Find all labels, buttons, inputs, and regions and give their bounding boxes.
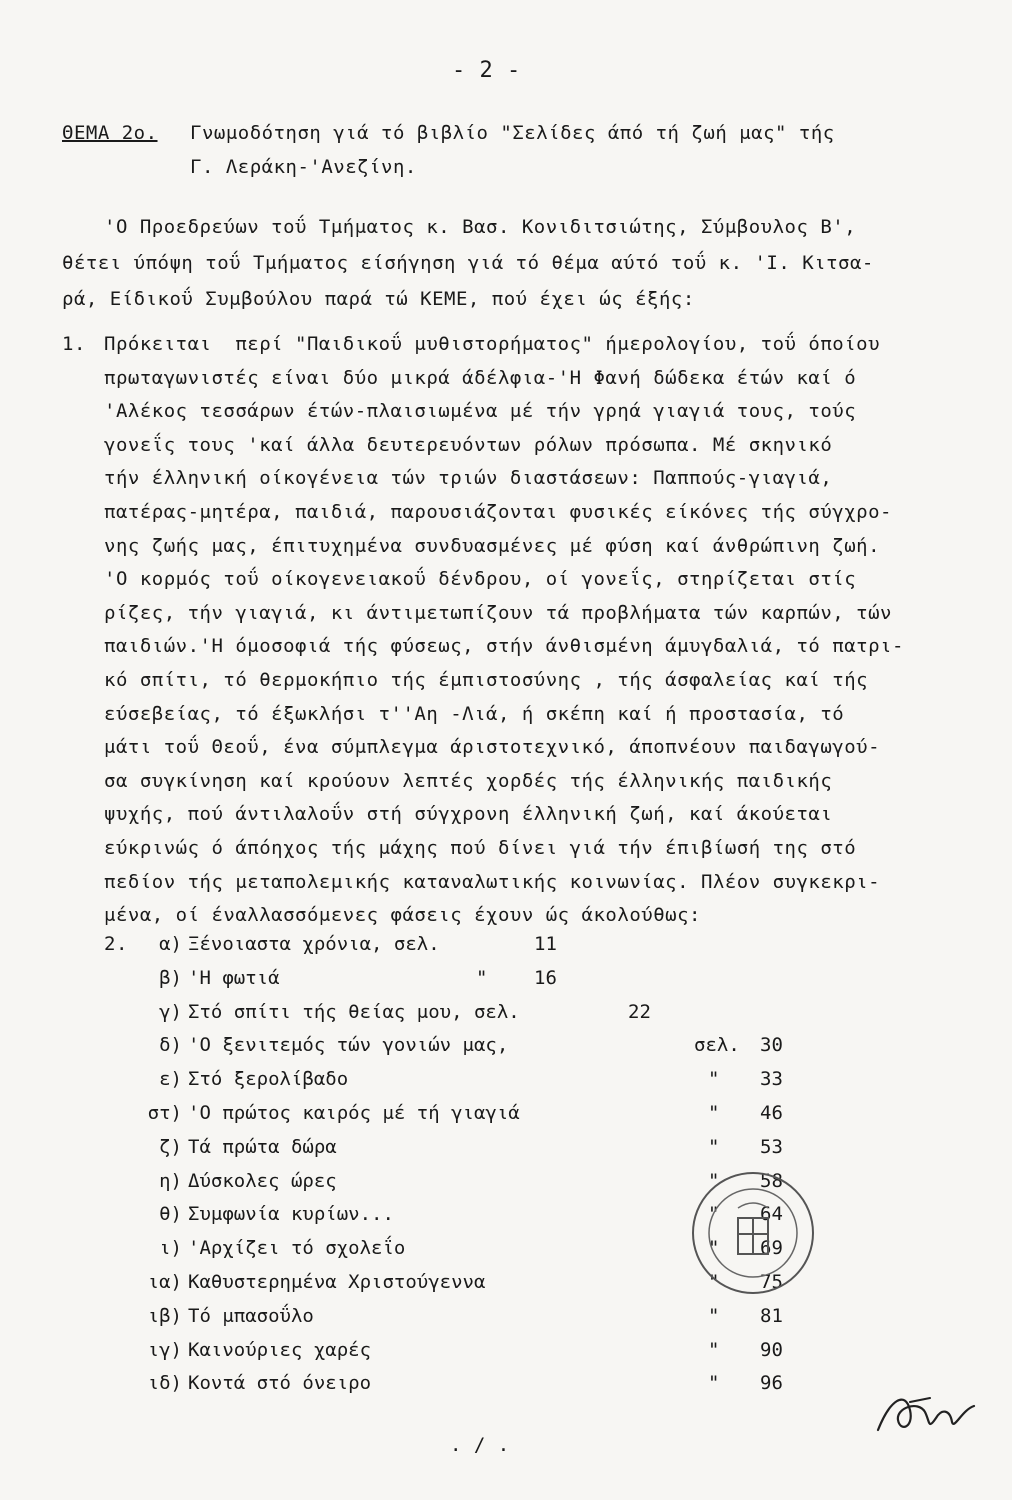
section-1-line: 'Ο κορμός τοΰ οίκογενειακοΰ δένδρου, οί γονεΐς, στηρίζεται στίς [104, 568, 857, 591]
chapter-page-number: 58 [760, 1169, 783, 1192]
chapter-page-number: 30 [760, 1034, 783, 1057]
chapter-letter: α) [159, 933, 182, 955]
intro-line: 'Ο Προεδρεύων τοΰ Τμήματος κ. Βασ. Κονιδιτσιώτης, Σύμβουλος Β', [104, 216, 857, 238]
section-1-line: Πρόκειται περί "Παιδικοΰ μυθιστορήματος" ήμερολογίου, τοΰ όποίου [104, 333, 881, 355]
section-1-line: τήν έλληνική οίκογένεια τών τριών διαστάσεων: Παππούς-γιαγιά, [104, 467, 833, 490]
chapter-page-number: 11 [534, 933, 557, 955]
chapter-page-number: 75 [760, 1271, 783, 1293]
chapter-page-number: 69 [760, 1237, 783, 1260]
topic-title-line-1: Γνωμοδότηση γιά τό βιβλίο "Σελίδες άπό τή ζωή μας" τής [190, 122, 835, 144]
chapter-letter: δ) [159, 1034, 182, 1057]
section-1-line: μένα, οί έναλλασσόμενες φάσεις έχουν ώς άκολούθως: [104, 904, 701, 927]
chapter-letter: ιγ) [147, 1338, 182, 1361]
ditto-mark: " [708, 1068, 720, 1091]
section-2-number: 2. [104, 933, 128, 955]
ditto-mark: " [708, 1203, 720, 1226]
chapter-letter: θ) [159, 1203, 182, 1226]
section-1-line: εύσεβείας, τό έξωκλήσι τ''Αη -Λιά, ή σκέπη καί ή προστασία, τό [104, 702, 845, 725]
chapter-title: 'Αρχίζει τό σχολεΐο [188, 1237, 406, 1260]
section-1-line: νης ζωής μας, έπιτυχημένα συνδυασμένες μέ φύση καί άνθρώπινη ζωή. [104, 534, 881, 557]
chapter-page-number: 46 [760, 1102, 783, 1124]
continuation-mark: . / . [450, 1434, 510, 1456]
chapter-sel-label: σελ. [694, 1034, 740, 1057]
topic-title-line-2: Γ. Λεράκη-'Ανεζίνη. [190, 156, 417, 178]
chapter-page-number: 81 [760, 1304, 783, 1327]
chapter-title: Συμφωνία κυρίων... [188, 1203, 394, 1226]
intro-line: ρά, Είδικοΰ Συμβούλου παρά τώ ΚΕΜΕ, πού έχει ώς έξής: [62, 288, 695, 310]
section-1-line: ψυχής, πού άντιλαλοΰν στή σύγχρονη έλληνική ζωή, καί άκούεται [104, 803, 833, 826]
section-1-line: γονεΐς τους 'καί άλλα δευτερευόντων ρόλων πρόσωπα. Μέ σκηνικό [104, 433, 833, 456]
chapter-title: 'Η φωτιά [188, 966, 280, 989]
ditto-mark: " [708, 1372, 720, 1395]
intro-line: θέτει ύπόψη τοΰ Τμήματος είσήγηση γιά τό θέμα αύτό τοΰ κ. 'Ι. Κιτσα- [62, 252, 874, 274]
chapter-letter: ζ) [159, 1135, 182, 1158]
chapter-letter: ι) [159, 1237, 182, 1260]
ditto-mark: " [708, 1102, 720, 1124]
chapter-page-number: 90 [760, 1338, 783, 1361]
chapter-letter: η) [159, 1169, 182, 1192]
chapter-letter: στ) [147, 1102, 182, 1124]
section-1-line: πρωταγωνιστές είναι δύο μικρά άδέλφια-'Η Φανή δώδεκα έτών καί ό [104, 366, 857, 389]
chapter-title: Δύσκολες ώρες [188, 1169, 337, 1192]
chapter-letter: ιβ) [147, 1304, 182, 1327]
ditto-mark: " [708, 1338, 720, 1361]
chapter-page-number: 22 [628, 1000, 651, 1023]
chapter-letter: ε) [159, 1068, 182, 1091]
chapter-page-number: 96 [760, 1372, 783, 1395]
chapter-page-number: 53 [760, 1135, 783, 1158]
chapter-title: Στό ξερολίβαδο [188, 1068, 349, 1091]
chapter-title: Κοντά στό όνειρο [188, 1372, 372, 1395]
section-1-line: μάτι τοΰ Θεοΰ, ένα σύμπλεγμα άριστοτεχνικό, άποπνέουν παιδαγωγού- [104, 736, 881, 759]
chapter-page-number: 64 [760, 1203, 783, 1226]
chapter-letter: γ) [159, 1000, 182, 1023]
ditto-mark: " [476, 966, 488, 989]
section-1-line: ρίζες, τήν γιαγιά, κι άντιμετωπίζουν τά προβλήματα τών καρπών, τών [104, 601, 892, 624]
section-1-number: 1. [62, 333, 86, 355]
topic-label: ΘΕΜΑ 2ο. [62, 122, 158, 144]
section-1-line: εύκρινώς ό άπόηχος τής μάχης πού δίνει γιά τήν έπιβίωσή της στό [104, 837, 857, 859]
chapter-title: Καινούριες χαρές [188, 1338, 372, 1361]
section-1-line: σα συγκίνηση καί κρούουν λεπτές χορδές τής έλληνικής παιδικής [104, 769, 833, 792]
chapter-letter: β) [159, 966, 182, 989]
ditto-mark: " [708, 1271, 720, 1293]
section-1-line: 'Αλέκος τεσσάρων έτών-πλαισιωμένα μέ τήν γρηά γιαγιά τους, τούς [104, 400, 857, 423]
chapter-letter: ιδ) [147, 1372, 182, 1395]
section-1-line: κό σπίτι, τό θερμοκήπιο τής έμπιστοσύνης , τής άσφαλείας καί τής [104, 669, 869, 691]
section-1-line: πεδίον τής μεταπολεμικής καταναλωτικής κοινωνίας. Πλέον συγκεκρι- [104, 870, 881, 893]
ditto-mark: " [708, 1304, 720, 1327]
ditto-mark: " [708, 1237, 720, 1260]
section-1-line: παιδιών.'Η όμοσοφιά τής φύσεως, στήν άνθισμένη άμυγδαλιά, τό πατρι- [104, 635, 904, 658]
ditto-mark: " [708, 1169, 720, 1192]
chapter-title: Καθυστερημένα Χριστούγεννα [188, 1271, 486, 1293]
chapter-title: Ξένοιαστα χρόνια, σελ. [188, 933, 440, 955]
chapter-page-number: 33 [760, 1068, 783, 1091]
official-stamp [688, 1168, 818, 1298]
chapter-title: Στό σπίτι τής θείας μου, σελ. [188, 1000, 520, 1023]
chapter-letter: ια) [147, 1271, 182, 1293]
section-1-line: πατέρας-μητέρα, παιδιά, παρουσιάζονται φυσικές είκόνες τής σύγχρο- [104, 501, 892, 523]
signature [870, 1380, 980, 1440]
chapter-page-number: 16 [534, 966, 557, 989]
page-number: - 2 - [452, 58, 521, 83]
chapter-title: 'Ο ξενιτεμός τών γονιών μας, [188, 1034, 509, 1057]
chapter-title: Τό μπασοΰλο [188, 1304, 314, 1327]
chapter-title: Τά πρώτα δώρα [188, 1135, 337, 1158]
ditto-mark: " [708, 1135, 720, 1158]
chapter-title: 'Ο πρώτος καιρός μέ τή γιαγιά [188, 1102, 520, 1124]
